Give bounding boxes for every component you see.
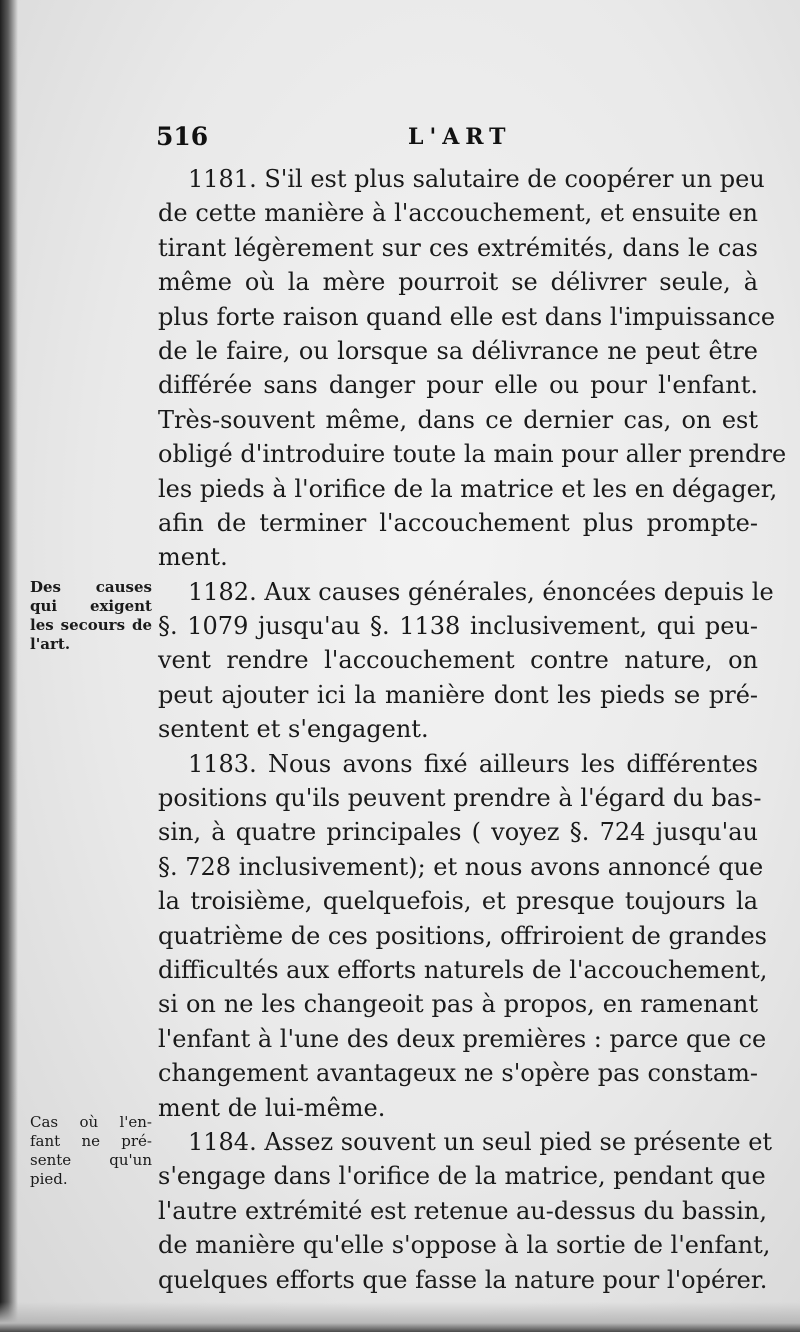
paragraph-1181-line: ment. [158,543,228,572]
paragraph-1183-line: ment de lui-même. [158,1093,386,1122]
margin-note-line: sente qu'un [30,1151,152,1169]
paragraph-1182-line: §. 1079 jusqu'au §. 1138 inclusivement, qui peu- [158,612,758,641]
page-bottom-edge [0,1302,800,1332]
page-number: 516 [156,122,209,151]
margin-note-line: qui exigent [30,597,152,615]
paragraph-1183-line: positions qu'ils peuvent prendre à l'égard du bas- [158,784,762,813]
paragraph-1183-line: §. 728 inclusivement); et nous avons annoncé que [158,852,764,881]
paragraph-1181-line: 1181. S'il est plus salutaire de coopérer un peu [188,165,765,193]
binding-shadow [0,0,18,1332]
paragraph-1184-line: 1184. Assez souvent un seul pied se présente et [188,1127,773,1156]
paragraph-1182-line: peut ajouter ici la manière dont les pieds se pré- [158,680,758,709]
paragraph-1181-line: différée sans danger pour elle ou pour l'enfant. [158,371,758,400]
margin-note-causes [30,578,152,654]
margin-note-line: pied. [30,1170,68,1188]
paragraph-1181-line: de cette manière à l'accouchement, et ensuite en [158,199,758,228]
paragraph-1181-line: même où la mère pourroit se délivrer seule, à [158,268,758,297]
margin-note-line: fant ne pré- [30,1132,152,1150]
paragraph-1181-line: tirant légèrement sur ces extrémités, dans le cas [158,233,758,262]
paragraph-1183-line: quatrième de ces positions, offriroient de grandes [158,921,767,950]
margin-note-line: Des causes [30,578,152,596]
paragraph-1182-line: 1182. Aux causes générales, énoncées depuis le [188,577,774,606]
paragraph-1181-line: obligé d'introduire toute la main pour aller prendre [158,440,787,469]
margin-note-single-foot [30,1113,152,1189]
paragraph-1184-line: de manière qu'elle s'oppose à la sortie de l'enfant, [158,1231,771,1260]
paragraph-1184-line: l'autre extrémité est retenue au-dessus du bassin, [158,1196,768,1225]
margin-note-line: les secours de [30,616,152,634]
margin-note-line: l'art. [30,635,71,653]
paragraph-1181-line: les pieds à l'orifice de la matrice et les en dégager, [158,474,778,503]
paragraph-1184-line: quelques efforts que fasse la nature pour l'opérer. [158,1265,768,1294]
running-title: L'ART [408,124,512,150]
paragraph-1183-line: changement avantageux ne s'opère pas constam- [158,1059,758,1088]
paragraph-1184-line: s'engage dans l'orifice de la matrice, pendant que [158,1162,766,1191]
body-text [158,162,787,1297]
paragraph-1181-line: Très-souvent même, dans ce dernier cas, on est [158,405,758,434]
page-header [156,122,756,158]
paragraph-1183-line: si on ne les changeoit pas à propos, en ramenant [158,990,758,1019]
paragraph-1181-line: de le faire, ou lorsque sa délivrance ne peut être [158,336,758,365]
paragraph-1183-line: l'enfant à l'une des deux premières : parce que ce [158,1024,767,1053]
paragraph-1183-line: 1183. Nous avons fixé ailleurs les différentes [188,749,758,778]
margin-note-line: Cas où l'en- [30,1113,152,1131]
paragraph-1183-line: la troisième, quelquefois, et presque toujours la [158,887,758,916]
paragraph-1181-line: plus forte raison quand elle est dans l'impuissance [158,302,776,331]
paragraph-1182-line: sentent et s'engagent. [158,715,429,744]
paragraph-1182-line: vent rendre l'accouchement contre nature, on [158,646,758,675]
paragraph-1183-line: difficultés aux efforts naturels de l'accouchement, [158,955,768,984]
paragraph-1183-line: sin, à quatre principales ( voyez §. 724 jusqu'au [158,818,758,847]
paragraph-1181-line: afin de terminer l'accouchement plus promptе- [158,508,758,537]
